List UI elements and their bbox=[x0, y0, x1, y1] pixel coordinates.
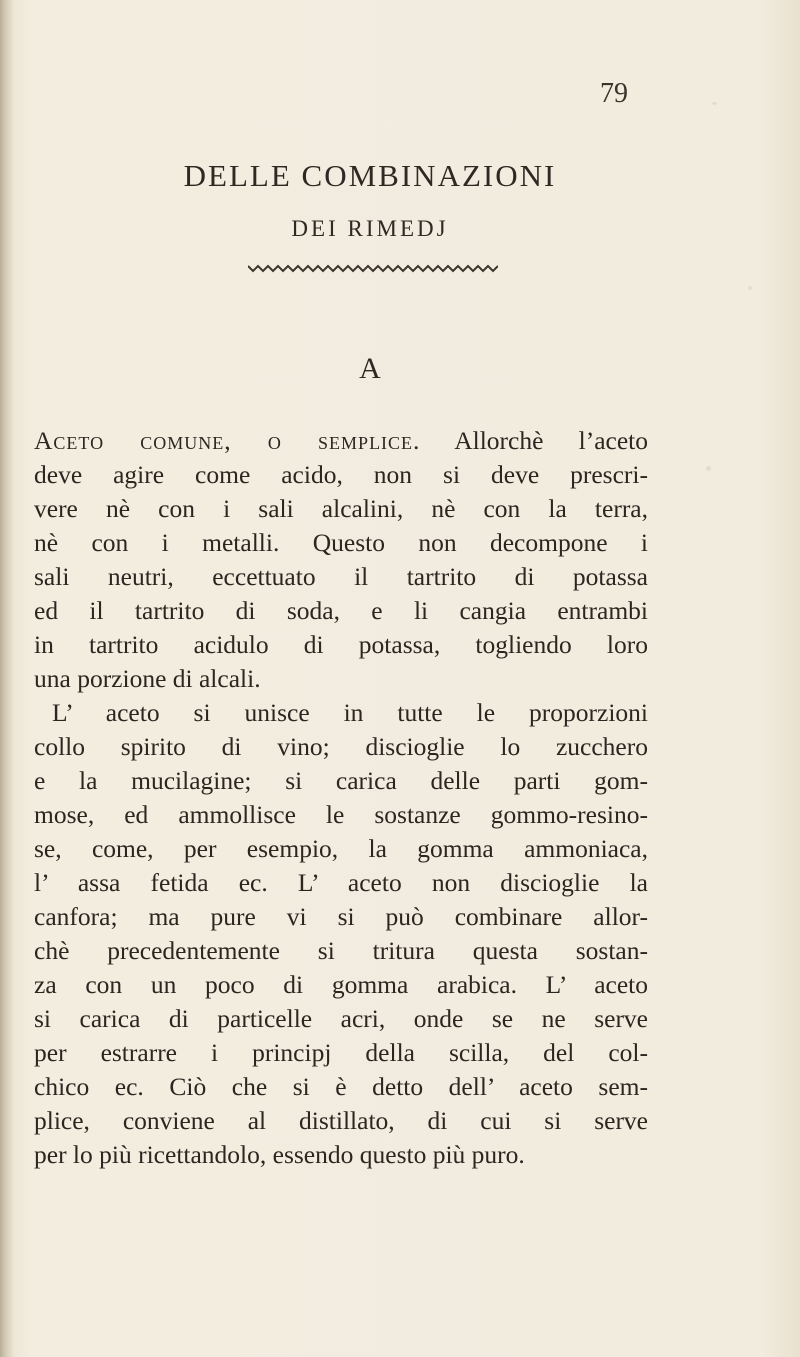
text-line: L’ aceto si unisce in tutte le proporzioni bbox=[52, 698, 648, 727]
paper-spot bbox=[712, 102, 717, 105]
text-line: nè con i metalli. Questo non decompone i bbox=[34, 528, 648, 557]
section-letter: A bbox=[359, 352, 381, 385]
entry-heading: Aceto comune, o semplice. bbox=[34, 426, 421, 455]
text-line-fragment: Allorchè l’aceto bbox=[420, 426, 648, 455]
text-line: l’ assa fetida ec. L’ aceto non discioglie la bbox=[34, 868, 648, 897]
text-line: canfora; ma pure vi si può combinare allor- bbox=[34, 902, 648, 931]
paper-spot bbox=[706, 466, 711, 471]
text-line: deve agire come acido, non si deve prescri- bbox=[34, 460, 648, 489]
text-line: in tartrito acidulo di potassa, togliendo loro bbox=[34, 630, 648, 659]
text-line: per estrarre i principj della scilla, del col- bbox=[34, 1038, 648, 1067]
text-line: plice, conviene al distillato, di cui si serve bbox=[34, 1106, 648, 1135]
text-line: e la mucilagine; si carica delle parti gom- bbox=[34, 766, 648, 795]
text-line: si carica di particelle acri, onde se ne serve bbox=[34, 1004, 648, 1033]
text-line: mose, ed ammollisce le sostanze gommo-resino- bbox=[34, 800, 648, 829]
text-line: za con un poco di gomma arabica. L’ aceto bbox=[34, 970, 648, 999]
text-line: chico ec. Ciò che si è detto dell’ aceto sem- bbox=[34, 1072, 648, 1101]
text-line: se, come, per esempio, la gomma ammoniaca, bbox=[34, 834, 648, 863]
chapter-title: DELLE COMBINAZIONI bbox=[183, 158, 557, 193]
text-line: sali neutri, eccettuato il tartrito di potassa bbox=[34, 562, 648, 591]
page-number: 79 bbox=[600, 78, 628, 109]
text-line: ed il tartrito di soda, e li cangia entrambi bbox=[34, 596, 648, 625]
text-line: vere nè con i sali alcalini, nè con la terra, bbox=[34, 494, 648, 523]
text-line bbox=[34, 424, 648, 458]
text-line: chè precedentemente si tritura questa sostan- bbox=[34, 936, 648, 965]
text-line: una porzione di alcali. bbox=[34, 664, 261, 693]
chapter-subtitle: DEI RIMEDJ bbox=[291, 216, 449, 241]
page-gutter-shadow bbox=[0, 0, 14, 1357]
body-text bbox=[34, 424, 648, 1172]
decorative-rule-ornament bbox=[248, 262, 498, 274]
paper-spot bbox=[748, 286, 752, 290]
text-line: collo spirito di vino; discioglie lo zucchero bbox=[34, 732, 648, 761]
text-line: per lo più ricettandolo, essendo questo più puro. bbox=[34, 1140, 525, 1169]
